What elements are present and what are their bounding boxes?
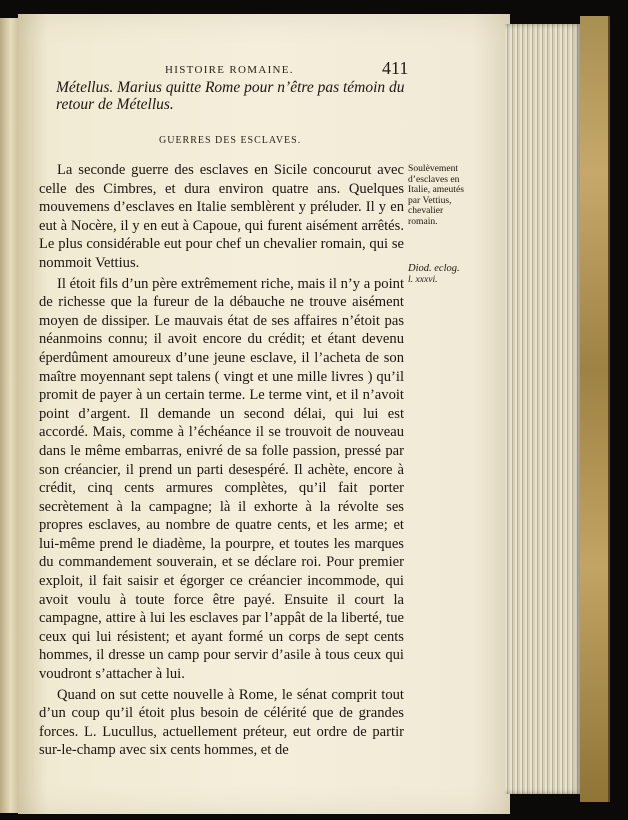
lead-italic-text: Métellus. Marius quitte Rome pour n’être pas témoin du retour de Métellus. (56, 79, 405, 113)
running-title: HISTOIRE ROMAINE. (165, 64, 294, 76)
citation-line-1: Diod. eclog. (408, 263, 460, 274)
paragraph-3: Quand on sut cette nouvelle à Rome, le sénat comprit tout d’un coup qu’il étoit plus besoin de célérité que de grandes forces. L. Lucullus, actuellement préteur, eut ordre de partir sur-le-champ avec six cents hommes, et de (39, 686, 404, 759)
section-title: GUERRES DES ESCLAVES. (159, 135, 302, 146)
facing-page-edge (0, 18, 18, 813)
paragraph-2: Il étoit fils d’un père extrêmement riche, mais il n’y a point de richesse que la fureur de la débauche ne trouve aisément moyen de dissiper. Le mauvais état de ses affaires n’étoit pas néanmoins connu; il avoit encore du crédit; et étant devenu éperdûment amoureux d’une jeune esclave, il l’acheta de son maître moyennant sept talens ( vingt et une mille livres ) qu’il promit de payer à un certain terme. Le terme vint, et il n’avoit point d’argent. Il demande un second délai, qui lui est accordé. Mais, comme à l’échéance il se trouvoit de nouveau dans le même embarras, enivré de sa folle passion, pressé par son créancier, il prend un parti desespéré. Il achète, encore à crédit, cinq cents armures complètes, qu’il fait porter secrètement à la campagne; là il exhorte à la révolte ses propres esclaves, au nombre de quatre cents, et les arme; et lui-même prend le diadème, la pourpre, et toutes les marques du commandement souverain, et se déclare roi. Pour premier exploit, il fait saisir et égorger ce créancier incommode, qui avoit voulu à toute force être payé. Ensuite il court la campagne, attire à lui les esclaves par l’appât de la liberté, tue ceux qui lui résistent; et ayant formé un corps de sept cents hommes, il dresse un camp pour servir d’asile à tous ceux qui voudront s’attacher à lui. (39, 275, 404, 683)
citation-line-2: l. xxxvi. (408, 273, 438, 285)
paragraph-1: La seconde guerre des esclaves en Sicile concourut avec celle des Cimbres, et dura environ quatre ans. Quelques mouvemens d’esclaves en Italie semblèrent y préluder. Il y en eut à Nocère, il y en eut à Capoue, qui furent aisément arrêtés. Le plus considérable eut pour chef un chevalier romain, qui se nommoit Vettius. (39, 162, 404, 271)
body-text (39, 161, 404, 762)
margin-note-citation (408, 264, 472, 285)
margin-note-revolt: Soulèvement d’esclaves en Italie, ameutés par Vettius, chevalier romain. (408, 163, 464, 227)
page-number: 411 (382, 58, 409, 78)
book-cover-edge (580, 16, 610, 802)
page-stack-edge (505, 24, 582, 794)
